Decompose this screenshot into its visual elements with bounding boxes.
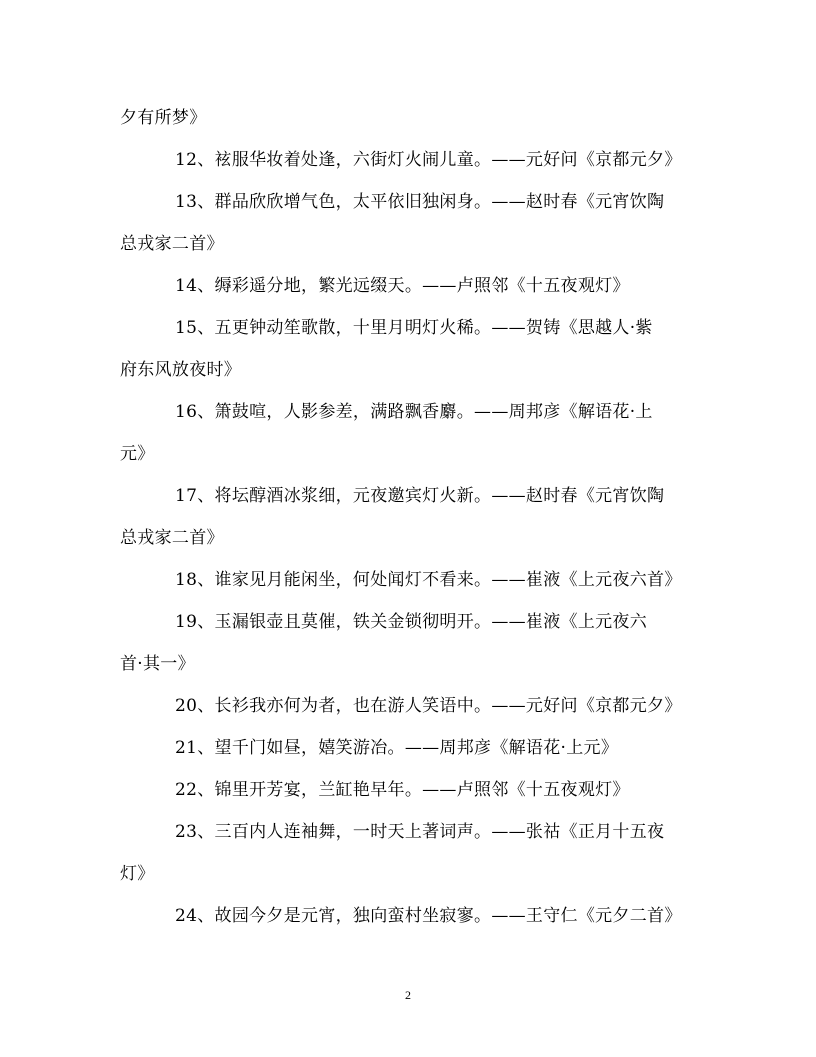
text-line: 17、将坛醇酒冰浆细，元夜邀宾灯火新。——赵时春《元宵饮陶 bbox=[175, 486, 665, 506]
text-line: 20、长衫我亦何为者，也在游人笑语中。——元好问《京都元夕》 bbox=[175, 696, 682, 716]
text-line: 18、谁家见月能闲坐，何处闻灯不看来。——崔液《上元夜六首》 bbox=[175, 570, 682, 590]
text-line: 21、望千门如昼，嬉笑游冶。——周邦彦《解语花·上元》 bbox=[175, 738, 619, 758]
text-line: 夕有所梦》 bbox=[120, 108, 207, 128]
text-line: 19、玉漏银壶且莫催，铁关金锁彻明开。——崔液《上元夜六 bbox=[175, 612, 648, 632]
text-line: 首·其一》 bbox=[120, 654, 195, 674]
text-line: 灯》 bbox=[120, 864, 155, 884]
text-line: 22、锦里开芳宴，兰缸艳早年。——卢照邻《十五夜观灯》 bbox=[175, 780, 630, 800]
text-line: 总戎家二首》 bbox=[120, 234, 224, 254]
text-line: 总戎家二首》 bbox=[120, 528, 224, 548]
text-line: 16、箫鼓喧，人影参差，满路飘香麝。——周邦彦《解语花·上 bbox=[175, 402, 653, 422]
text-line: 15、五更钟动笙歌散，十里月明灯火稀。——贺铸《思越人·紫 bbox=[175, 318, 653, 338]
text-line: 24、故园今夕是元宵，独向蛮村坐寂寥。——王守仁《元夕二首》 bbox=[175, 906, 682, 926]
text-line: 23、三百内人连袖舞，一时天上著词声。——张祜《正月十五夜 bbox=[175, 822, 665, 842]
page-number: 2 bbox=[405, 988, 411, 1002]
text-line: 元》 bbox=[120, 444, 155, 464]
text-line: 14、缛彩遥分地，繁光远缀天。——卢照邻《十五夜观灯》 bbox=[175, 276, 630, 296]
text-line: 府东风放夜时》 bbox=[120, 360, 242, 380]
text-line: 13、群品欣欣增气色，太平依旧独闲身。——赵时春《元宵饮陶 bbox=[175, 192, 665, 212]
text-line: 12、袨服华妆着处逢，六街灯火闹儿童。——元好问《京都元夕》 bbox=[175, 150, 682, 170]
